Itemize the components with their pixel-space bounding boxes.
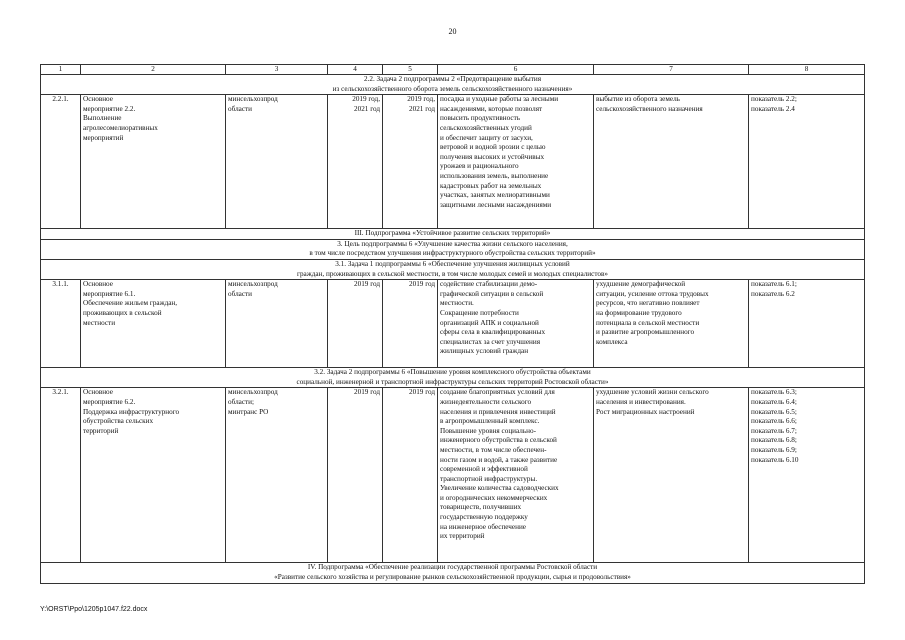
start-date: 2019 год <box>328 388 383 563</box>
section-heading-row <box>41 259 865 279</box>
col-number: 4 <box>328 65 383 75</box>
consequences: выбытие из оборота земель сельскохозяйственного назначения <box>594 95 749 229</box>
expected-result: посадка и уходные работы за лесными насаждениями, которые позволят повысить продуктивность сельскохозяйственных угодий и обеспечит защиту от засухи, ветровой и водной эрозии с целью получения высоких и устойчивых урожаев и рационального использования земель, выполнение кадастровых работ на земельных участках, занятых мелиоративными защитными лесными насаждениями <box>438 95 594 229</box>
measure-name: Основное мероприятие 2.2. Выполнение агролесомелиоративных мероприятий <box>81 95 226 229</box>
end-date: 2019 год, 2021 год <box>383 95 438 229</box>
col-number: 3 <box>226 65 328 75</box>
subprogram-heading: IV. Подпрограмма «Обеспечение реализации государственной программы Ростовской области «Развитие сельского хозяйства и регулирование рынков сельскохозяйственной продукции, сырья и продовольствия» <box>41 563 865 583</box>
col-number: 7 <box>594 65 749 75</box>
col-number: 5 <box>383 65 438 75</box>
measure-name: Основное мероприятие 6.2. Поддержка инфраструктурного обустройства сельских территорий <box>81 388 226 563</box>
goal-heading-row <box>41 239 865 259</box>
section-heading: 3.1. Задача 1 подпрограммы 6 «Обеспечение улучшения жилищных условий граждан, проживающих в сельской местности, в том числе молодых семей и молодых специалистов» <box>41 259 865 279</box>
expected-result: содействие стабилизации демо- графической ситуации в сельской местности. Сокращение потребности организаций АПК и социальной сферы села в квалифицированных специалистах за счет улучшения жилищных условий граждан <box>438 280 594 368</box>
consequences: ухудшение демографической ситуации, усиление оттока трудовых ресурсов, что негативно повлияет на формирование трудового потенциала в сельской местности и развитие агропромышленного комплекса <box>594 280 749 368</box>
page-number: 20 <box>448 27 457 36</box>
column-numbers-row <box>41 65 865 75</box>
executor: минсельхозпрод области <box>226 280 328 368</box>
col-number: 2 <box>81 65 226 75</box>
consequences: ухудшение условий жизни сельского населения и инвестирования. Рост миграционных настроений <box>594 388 749 563</box>
goal-heading: 3. Цель подпрограммы 6 «Улучшение качества жизни сельского населения, в том числе посредством улучшения инфраструктурного обустройства сельских территорий» <box>41 239 865 259</box>
section-heading-row <box>41 75 865 95</box>
col-number: 1 <box>41 65 81 75</box>
section-heading: 3.2. Задача 2 подпрограммы 6 «Повышение уровня комплексного обустройства объектами социальной, инженерной и транспортной инфраструктуры сельских территорий Ростовской области» <box>41 368 865 388</box>
table-row <box>41 95 865 229</box>
indicators: показатель 6.1; показатель 6.2 <box>749 280 865 368</box>
row-number: 3.1.1. <box>41 280 81 368</box>
end-date: 2019 год <box>383 388 438 563</box>
measure-name: Основное мероприятие 6.1. Обеспечение жильем граждан, проживающих в сельской местности <box>81 280 226 368</box>
table-row <box>41 280 865 368</box>
row-number: 2.2.1. <box>41 95 81 229</box>
col-number: 6 <box>438 65 594 75</box>
subprogram-heading-row <box>41 229 865 240</box>
program-table <box>40 64 865 584</box>
section-heading: 2.2. Задача 2 подпрограммы 2 «Предотвращение выбытия из сельскохозяйственного оборота земель сельскохозяйственного назначения» <box>41 75 865 95</box>
subprogram-heading-row <box>41 563 865 583</box>
executor: минсельхозпрод области; минтранс РО <box>226 388 328 563</box>
expected-result: создание благоприятных условий для жизнедеятельности сельского населения и привлечения инвестиций в агропромышленный комплекс. Повышение уровня социально- инженерного обустройства в сельской местности, в том числе обеспечен- ности газом и водой, а также развитие современной и эффективной транспортной инфраструктуры. Увеличение количества садоводческих и огороднических некоммерческих товариществ, получивших государственную поддержку на инженерное обеспечение их территорий <box>438 388 594 563</box>
file-path-footer: Y:\ORST\Ppo\1205p1047.f22.docx <box>40 606 148 613</box>
indicators: показатель 2.2; показатель 2.4 <box>749 95 865 229</box>
table-row <box>41 388 865 563</box>
indicators: показатель 6.3; показатель 6.4; показатель 6.5; показатель 6.6; показатель 6.7; показатель 6.8; показатель 6.9; показатель 6.10 <box>749 388 865 563</box>
executor: минсельхозпрод области <box>226 95 328 229</box>
row-number: 3.2.1. <box>41 388 81 563</box>
end-date: 2019 год <box>383 280 438 368</box>
start-date: 2019 год, 2021 год <box>328 95 383 229</box>
section-heading-row <box>41 368 865 388</box>
subprogram-heading: III. Подпрограмма «Устойчивое развитие сельских территорий» <box>41 229 865 240</box>
start-date: 2019 год <box>328 280 383 368</box>
col-number: 8 <box>749 65 865 75</box>
